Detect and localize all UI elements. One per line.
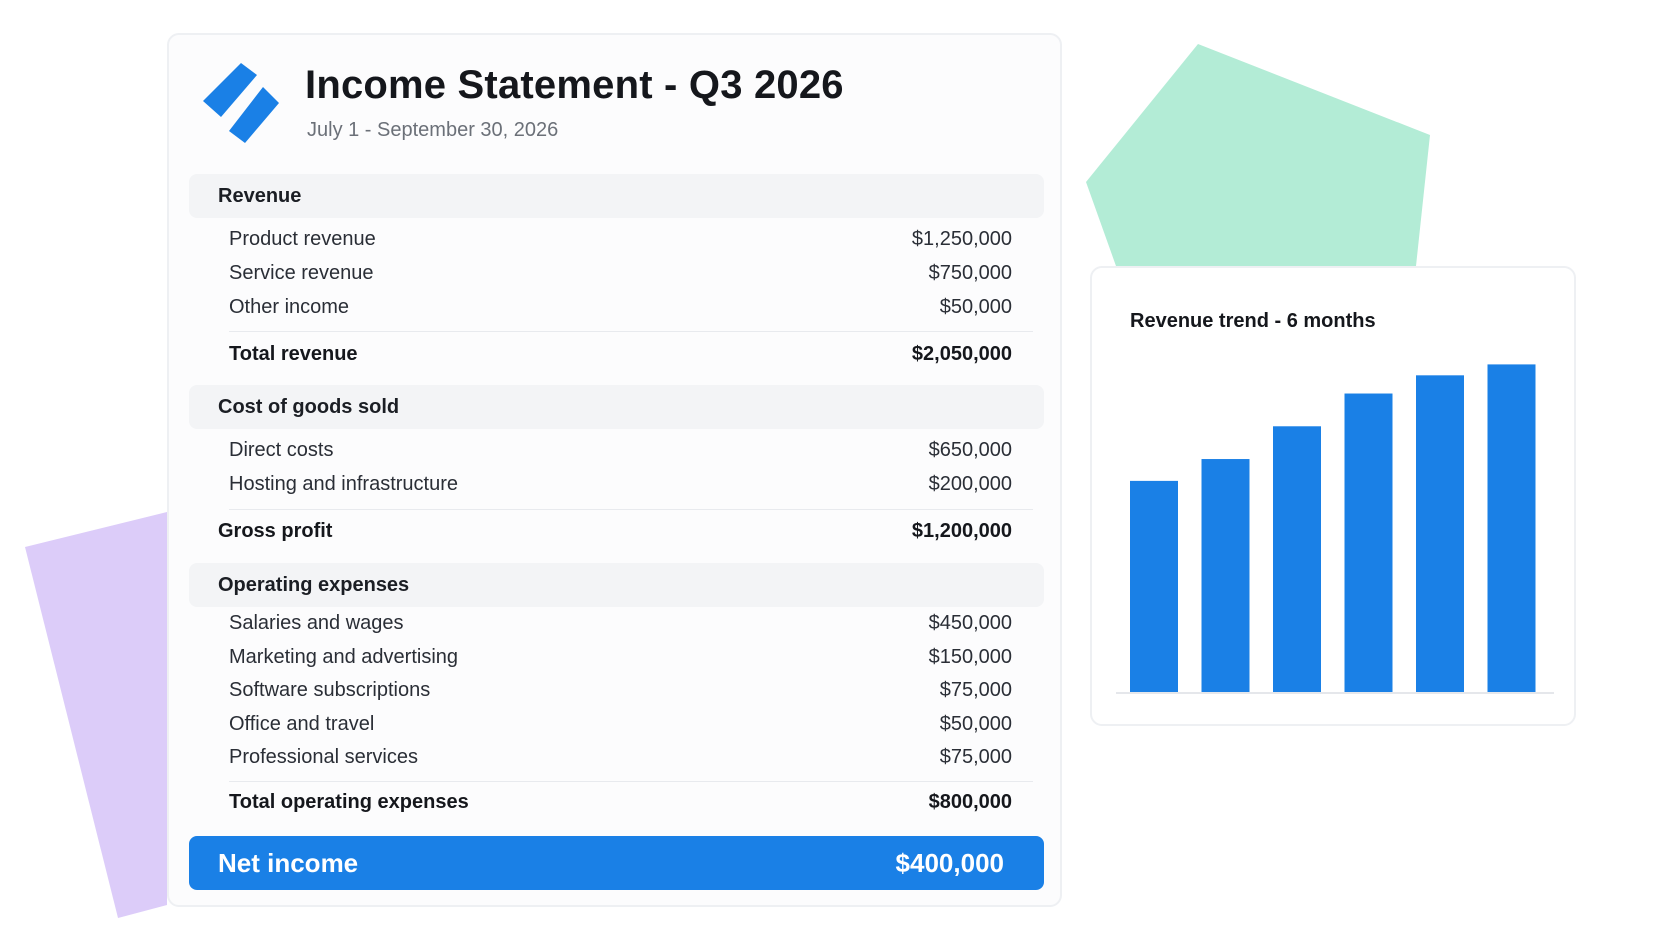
line-item-label: Professional services xyxy=(229,745,418,768)
line-item-amount: $50,000 xyxy=(939,295,1012,318)
line-item-amount: $650,000 xyxy=(928,438,1012,461)
line-item-label: Service revenue xyxy=(229,261,374,284)
line-item-amount: $50,000 xyxy=(939,712,1012,735)
gross-profit-label: Gross profit xyxy=(218,519,333,542)
net-income-bar xyxy=(189,836,1044,890)
chart-title: Revenue trend - 6 months xyxy=(1130,310,1376,332)
total-opex-label: Total operating expenses xyxy=(229,790,469,813)
divider xyxy=(229,781,1033,782)
total-revenue-row xyxy=(229,337,1012,371)
total-revenue-amount: $2,050,000 xyxy=(911,342,1012,365)
line-item-label: Direct costs xyxy=(229,438,334,461)
revenue-bar-3 xyxy=(1273,426,1321,692)
revenue-trend-card xyxy=(1090,266,1576,726)
line-item-row xyxy=(229,433,1012,467)
line-item-row xyxy=(229,290,1012,324)
line-item-label: Office and travel xyxy=(229,712,375,735)
line-item-amount: $75,000 xyxy=(939,678,1012,701)
line-item-label: Salaries and wages xyxy=(229,611,404,634)
logo-icon xyxy=(197,61,285,149)
line-item-row xyxy=(229,256,1012,290)
line-item-row xyxy=(229,467,1012,501)
gross-profit-row xyxy=(218,514,1012,548)
line-item-row xyxy=(229,606,1012,640)
line-item-row xyxy=(229,740,1012,774)
line-item-amount: $450,000 xyxy=(928,611,1012,634)
section-header-cogs: Cost of goods sold xyxy=(189,385,1044,429)
lavender-decor-shape xyxy=(25,512,167,918)
revenue-bar-5 xyxy=(1416,375,1464,692)
line-item-row xyxy=(229,222,1012,256)
revenue-bar-4 xyxy=(1345,394,1393,692)
line-item-label: Other income xyxy=(229,295,350,318)
section-header-revenue: Revenue xyxy=(189,174,1044,218)
line-item-label: Marketing and advertising xyxy=(229,645,459,668)
revenue-bar-1 xyxy=(1130,481,1178,692)
revenue-bar-2 xyxy=(1202,459,1250,692)
line-item-label: Product revenue xyxy=(229,227,376,250)
net-income-label: Net income xyxy=(218,847,359,878)
revenue-bar-6 xyxy=(1488,364,1536,692)
line-item-label: Hosting and infrastructure xyxy=(229,472,459,495)
gross-profit-amount: $1,200,000 xyxy=(911,519,1012,542)
page-title: Income Statement - Q3 2026 xyxy=(305,63,844,107)
revenue-trend-chart xyxy=(1092,268,1578,728)
total-opex-amount: $800,000 xyxy=(928,790,1012,813)
line-item-amount: $1,250,000 xyxy=(911,227,1012,250)
line-item-amount: $750,000 xyxy=(928,261,1012,284)
line-item-amount: $150,000 xyxy=(928,645,1012,668)
net-income-amount: $400,000 xyxy=(895,847,1004,878)
period-subtitle: July 1 - September 30, 2026 xyxy=(307,119,559,141)
mint-decor-shape xyxy=(1086,44,1430,266)
line-item-row xyxy=(229,673,1012,707)
line-item-amount: $200,000 xyxy=(928,472,1012,495)
line-item-amount: $75,000 xyxy=(939,745,1012,768)
line-item-row xyxy=(229,707,1012,741)
line-item-label: Software subscriptions xyxy=(229,678,431,701)
divider xyxy=(229,331,1033,332)
divider xyxy=(229,509,1033,510)
income-statement-card xyxy=(167,33,1062,907)
total-opex-row xyxy=(229,785,1012,819)
total-revenue-label: Total revenue xyxy=(229,342,358,365)
line-item-row xyxy=(229,640,1012,674)
section-header-opex: Operating expenses xyxy=(189,563,1044,607)
